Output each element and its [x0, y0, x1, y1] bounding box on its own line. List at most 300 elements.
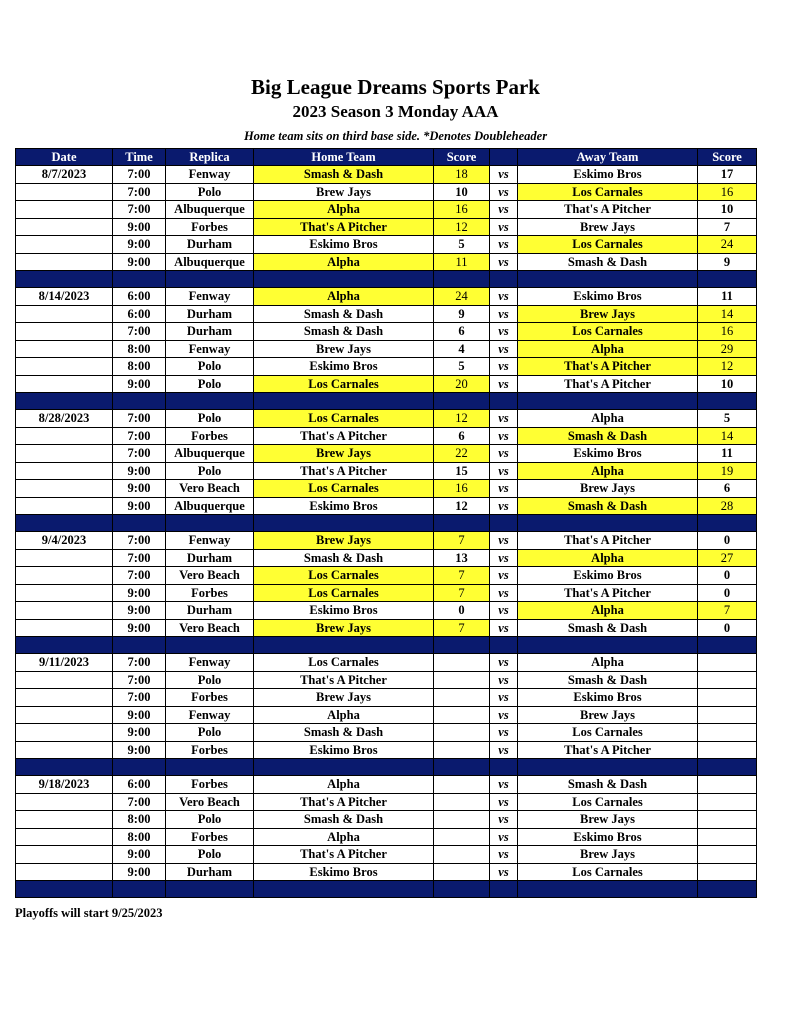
- week-separator: [16, 393, 757, 410]
- table-row: [16, 584, 757, 602]
- home-score-cell: 12: [434, 497, 490, 515]
- vs-cell: vs: [490, 549, 518, 567]
- table-row: [16, 776, 757, 794]
- away-team-cell: Los Carnales: [518, 724, 698, 742]
- header-row: [16, 149, 757, 166]
- away-team-cell: Los Carnales: [518, 183, 698, 201]
- away-team-cell: Eskimo Bros: [518, 166, 698, 184]
- column-header: Replica: [166, 149, 254, 166]
- separator-cell: [166, 881, 254, 898]
- table-row: [16, 846, 757, 864]
- home-score-cell: 12: [434, 218, 490, 236]
- away-score-cell: 11: [698, 445, 757, 463]
- vs-cell: vs: [490, 567, 518, 585]
- home-team-cell: Brew Jays: [254, 445, 434, 463]
- vs-cell: vs: [490, 305, 518, 323]
- separator-cell: [16, 637, 113, 654]
- vs-cell: vs: [490, 724, 518, 742]
- home-score-cell: [434, 671, 490, 689]
- date-cell: [16, 375, 113, 393]
- field-cell: Polo: [166, 846, 254, 864]
- home-score-cell: 16: [434, 201, 490, 219]
- date-cell: [16, 201, 113, 219]
- away-score-cell: 6: [698, 480, 757, 498]
- vs-cell: vs: [490, 532, 518, 550]
- field-cell: Fenway: [166, 340, 254, 358]
- away-score-cell: 9: [698, 253, 757, 271]
- vs-cell: vs: [490, 584, 518, 602]
- time-cell: 7:00: [113, 445, 166, 463]
- away-team-cell: Eskimo Bros: [518, 567, 698, 585]
- home-team-cell: That's A Pitcher: [254, 671, 434, 689]
- home-team-cell: Alpha: [254, 253, 434, 271]
- field-cell: Forbes: [166, 828, 254, 846]
- home-team-cell: Brew Jays: [254, 619, 434, 637]
- away-team-cell: That's A Pitcher: [518, 375, 698, 393]
- table-row: [16, 236, 757, 254]
- date-cell: [16, 253, 113, 271]
- table-row: [16, 532, 757, 550]
- vs-cell: vs: [490, 340, 518, 358]
- home-team-cell: Smash & Dash: [254, 166, 434, 184]
- date-cell: [16, 811, 113, 829]
- time-cell: 9:00: [113, 375, 166, 393]
- field-cell: Vero Beach: [166, 480, 254, 498]
- separator-cell: [698, 759, 757, 776]
- table-row: [16, 375, 757, 393]
- separator-cell: [698, 881, 757, 898]
- table-row: [16, 654, 757, 672]
- date-cell: [16, 706, 113, 724]
- home-team-cell: That's A Pitcher: [254, 427, 434, 445]
- table-row: [16, 183, 757, 201]
- away-team-cell: Alpha: [518, 340, 698, 358]
- field-cell: Polo: [166, 358, 254, 376]
- home-team-cell: Eskimo Bros: [254, 863, 434, 881]
- separator-cell: [113, 759, 166, 776]
- away-score-cell: 27: [698, 549, 757, 567]
- separator-cell: [16, 271, 113, 288]
- field-cell: Forbes: [166, 218, 254, 236]
- vs-cell: vs: [490, 846, 518, 864]
- home-score-cell: 9: [434, 305, 490, 323]
- date-cell: 9/11/2023: [16, 654, 113, 672]
- home-score-cell: [434, 846, 490, 864]
- vs-cell: vs: [490, 462, 518, 480]
- home-score-cell: 13: [434, 549, 490, 567]
- date-cell: 8/14/2023: [16, 288, 113, 306]
- separator-cell: [113, 393, 166, 410]
- table-row: [16, 340, 757, 358]
- away-score-cell: 14: [698, 427, 757, 445]
- vs-cell: vs: [490, 706, 518, 724]
- field-cell: Forbes: [166, 427, 254, 445]
- separator-cell: [518, 759, 698, 776]
- away-team-cell: Los Carnales: [518, 863, 698, 881]
- separator-cell: [254, 515, 434, 532]
- separator-cell: [698, 637, 757, 654]
- vs-cell: vs: [490, 793, 518, 811]
- separator-cell: [166, 759, 254, 776]
- separator-cell: [434, 637, 490, 654]
- home-score-cell: 22: [434, 445, 490, 463]
- separator-cell: [16, 881, 113, 898]
- separator-cell: [16, 515, 113, 532]
- table-row: [16, 288, 757, 306]
- home-score-cell: 5: [434, 236, 490, 254]
- table-row: [16, 358, 757, 376]
- field-cell: Durham: [166, 602, 254, 620]
- separator-cell: [698, 515, 757, 532]
- separator-cell: [698, 393, 757, 410]
- away-score-cell: 10: [698, 375, 757, 393]
- table-row: [16, 689, 757, 707]
- home-team-cell: Brew Jays: [254, 183, 434, 201]
- vs-cell: vs: [490, 218, 518, 236]
- table-row: [16, 549, 757, 567]
- date-cell: [16, 358, 113, 376]
- time-cell: 7:00: [113, 201, 166, 219]
- separator-cell: [113, 881, 166, 898]
- home-score-cell: 10: [434, 183, 490, 201]
- home-score-cell: 18: [434, 166, 490, 184]
- home-score-cell: 20: [434, 375, 490, 393]
- away-score-cell: 12: [698, 358, 757, 376]
- away-score-cell: 0: [698, 619, 757, 637]
- away-team-cell: Smash & Dash: [518, 427, 698, 445]
- home-team-cell: Los Carnales: [254, 567, 434, 585]
- separator-cell: [490, 881, 518, 898]
- away-score-cell: 10: [698, 201, 757, 219]
- field-cell: Fenway: [166, 706, 254, 724]
- column-header: Time: [113, 149, 166, 166]
- field-cell: Fenway: [166, 654, 254, 672]
- away-score-cell: [698, 863, 757, 881]
- away-score-cell: 7: [698, 218, 757, 236]
- schedule-body: [16, 166, 757, 898]
- date-cell: [16, 724, 113, 742]
- table-row: [16, 427, 757, 445]
- separator-cell: [16, 393, 113, 410]
- time-cell: 6:00: [113, 776, 166, 794]
- away-score-cell: 16: [698, 183, 757, 201]
- vs-cell: vs: [490, 654, 518, 672]
- page-subtitle: 2023 Season 3 Monday AAA: [292, 102, 499, 121]
- vs-cell: vs: [490, 689, 518, 707]
- field-cell: Durham: [166, 549, 254, 567]
- time-cell: 7:00: [113, 654, 166, 672]
- field-cell: Vero Beach: [166, 793, 254, 811]
- field-cell: Forbes: [166, 776, 254, 794]
- time-cell: 9:00: [113, 584, 166, 602]
- separator-cell: [434, 271, 490, 288]
- away-team-cell: Eskimo Bros: [518, 445, 698, 463]
- table-row: [16, 811, 757, 829]
- field-cell: Polo: [166, 724, 254, 742]
- field-cell: Vero Beach: [166, 567, 254, 585]
- time-cell: 9:00: [113, 462, 166, 480]
- table-row: [16, 706, 757, 724]
- field-cell: Durham: [166, 305, 254, 323]
- table-row: [16, 166, 757, 184]
- time-cell: 7:00: [113, 166, 166, 184]
- home-team-cell: Los Carnales: [254, 410, 434, 428]
- time-cell: 9:00: [113, 741, 166, 759]
- away-team-cell: Alpha: [518, 654, 698, 672]
- table-row: [16, 724, 757, 742]
- home-score-cell: [434, 654, 490, 672]
- vs-cell: vs: [490, 445, 518, 463]
- separator-cell: [166, 637, 254, 654]
- week-separator: [16, 271, 757, 288]
- home-score-cell: [434, 689, 490, 707]
- away-team-cell: Eskimo Bros: [518, 828, 698, 846]
- field-cell: Albuquerque: [166, 445, 254, 463]
- home-score-cell: [434, 828, 490, 846]
- field-cell: Polo: [166, 183, 254, 201]
- column-header: Score: [698, 149, 757, 166]
- home-score-cell: 12: [434, 410, 490, 428]
- away-score-cell: 11: [698, 288, 757, 306]
- time-cell: 9:00: [113, 602, 166, 620]
- separator-cell: [254, 271, 434, 288]
- separator-cell: [490, 637, 518, 654]
- date-cell: [16, 793, 113, 811]
- vs-cell: vs: [490, 602, 518, 620]
- field-cell: Albuquerque: [166, 201, 254, 219]
- column-header: Home Team: [254, 149, 434, 166]
- separator-cell: [490, 393, 518, 410]
- home-team-cell: Brew Jays: [254, 340, 434, 358]
- column-header: Away Team: [518, 149, 698, 166]
- separator-cell: [113, 637, 166, 654]
- vs-cell: vs: [490, 811, 518, 829]
- home-team-cell: Brew Jays: [254, 532, 434, 550]
- away-score-cell: [698, 811, 757, 829]
- time-cell: 7:00: [113, 689, 166, 707]
- separator-cell: [254, 881, 434, 898]
- date-cell: [16, 236, 113, 254]
- home-team-cell: Alpha: [254, 288, 434, 306]
- home-team-cell: Los Carnales: [254, 480, 434, 498]
- vs-cell: vs: [490, 480, 518, 498]
- home-score-cell: [434, 863, 490, 881]
- separator-cell: [254, 759, 434, 776]
- date-cell: [16, 584, 113, 602]
- separator-cell: [490, 271, 518, 288]
- vs-cell: vs: [490, 741, 518, 759]
- date-cell: [16, 323, 113, 341]
- vs-cell: vs: [490, 288, 518, 306]
- away-score-cell: [698, 776, 757, 794]
- separator-cell: [518, 515, 698, 532]
- week-separator: [16, 759, 757, 776]
- time-cell: 6:00: [113, 305, 166, 323]
- home-score-cell: 7: [434, 584, 490, 602]
- time-cell: 9:00: [113, 619, 166, 637]
- time-cell: 9:00: [113, 863, 166, 881]
- separator-cell: [434, 393, 490, 410]
- time-cell: 7:00: [113, 549, 166, 567]
- home-score-cell: 5: [434, 358, 490, 376]
- vs-cell: vs: [490, 166, 518, 184]
- table-row: [16, 201, 757, 219]
- vs-cell: vs: [490, 410, 518, 428]
- vs-cell: vs: [490, 236, 518, 254]
- away-team-cell: Alpha: [518, 549, 698, 567]
- home-score-cell: [434, 724, 490, 742]
- away-team-cell: That's A Pitcher: [518, 201, 698, 219]
- away-team-cell: That's A Pitcher: [518, 741, 698, 759]
- home-team-cell: Smash & Dash: [254, 724, 434, 742]
- home-team-cell: That's A Pitcher: [254, 218, 434, 236]
- date-cell: [16, 549, 113, 567]
- vs-cell: vs: [490, 323, 518, 341]
- away-team-cell: That's A Pitcher: [518, 532, 698, 550]
- separator-cell: [113, 515, 166, 532]
- home-team-cell: Eskimo Bros: [254, 497, 434, 515]
- time-cell: 9:00: [113, 218, 166, 236]
- table-row: [16, 323, 757, 341]
- table-row: [16, 602, 757, 620]
- separator-cell: [490, 515, 518, 532]
- date-cell: [16, 340, 113, 358]
- home-team-cell: Smash & Dash: [254, 305, 434, 323]
- vs-cell: vs: [490, 201, 518, 219]
- away-team-cell: Alpha: [518, 602, 698, 620]
- page-note: Home team sits on third base side. *Denotes Doubleheader: [243, 129, 548, 143]
- date-cell: [16, 741, 113, 759]
- away-team-cell: Brew Jays: [518, 218, 698, 236]
- vs-cell: vs: [490, 619, 518, 637]
- away-score-cell: 0: [698, 532, 757, 550]
- away-team-cell: Smash & Dash: [518, 619, 698, 637]
- away-score-cell: 0: [698, 567, 757, 585]
- date-cell: [16, 671, 113, 689]
- date-cell: [16, 828, 113, 846]
- field-cell: Polo: [166, 671, 254, 689]
- table-row: [16, 480, 757, 498]
- date-cell: [16, 462, 113, 480]
- time-cell: 9:00: [113, 724, 166, 742]
- away-team-cell: Smash & Dash: [518, 497, 698, 515]
- field-cell: Polo: [166, 410, 254, 428]
- separator-cell: [113, 271, 166, 288]
- away-team-cell: Alpha: [518, 410, 698, 428]
- date-cell: [16, 305, 113, 323]
- home-score-cell: 6: [434, 323, 490, 341]
- home-team-cell: Alpha: [254, 828, 434, 846]
- home-team-cell: Smash & Dash: [254, 549, 434, 567]
- time-cell: 7:00: [113, 183, 166, 201]
- table-row: [16, 793, 757, 811]
- separator-cell: [254, 637, 434, 654]
- separator-cell: [490, 759, 518, 776]
- away-team-cell: Brew Jays: [518, 305, 698, 323]
- away-team-cell: Smash & Dash: [518, 253, 698, 271]
- column-header: Date: [16, 149, 113, 166]
- home-score-cell: 11: [434, 253, 490, 271]
- field-cell: Polo: [166, 375, 254, 393]
- home-team-cell: That's A Pitcher: [254, 846, 434, 864]
- week-separator: [16, 881, 757, 898]
- vs-cell: vs: [490, 497, 518, 515]
- time-cell: 8:00: [113, 340, 166, 358]
- table-row: [16, 410, 757, 428]
- table-row: [16, 497, 757, 515]
- column-header: Score: [434, 149, 490, 166]
- home-score-cell: [434, 706, 490, 724]
- time-cell: 9:00: [113, 706, 166, 724]
- home-score-cell: [434, 793, 490, 811]
- field-cell: Durham: [166, 323, 254, 341]
- field-cell: Forbes: [166, 689, 254, 707]
- home-team-cell: Eskimo Bros: [254, 236, 434, 254]
- away-score-cell: 28: [698, 497, 757, 515]
- away-team-cell: Brew Jays: [518, 706, 698, 724]
- field-cell: Forbes: [166, 741, 254, 759]
- vs-cell: vs: [490, 253, 518, 271]
- away-score-cell: 5: [698, 410, 757, 428]
- separator-cell: [434, 759, 490, 776]
- time-cell: 9:00: [113, 236, 166, 254]
- time-cell: 7:00: [113, 323, 166, 341]
- field-cell: Durham: [166, 863, 254, 881]
- table-row: [16, 305, 757, 323]
- separator-cell: [166, 515, 254, 532]
- home-team-cell: Eskimo Bros: [254, 602, 434, 620]
- away-team-cell: Brew Jays: [518, 480, 698, 498]
- schedule-table: [15, 148, 757, 898]
- home-score-cell: 0: [434, 602, 490, 620]
- date-cell: [16, 183, 113, 201]
- away-score-cell: 0: [698, 584, 757, 602]
- separator-cell: [166, 393, 254, 410]
- table-row: [16, 619, 757, 637]
- date-cell: [16, 846, 113, 864]
- field-cell: Fenway: [166, 288, 254, 306]
- away-team-cell: Los Carnales: [518, 793, 698, 811]
- home-team-cell: Los Carnales: [254, 654, 434, 672]
- date-cell: [16, 480, 113, 498]
- away-team-cell: Brew Jays: [518, 811, 698, 829]
- away-score-cell: [698, 724, 757, 742]
- home-score-cell: 7: [434, 619, 490, 637]
- away-score-cell: 17: [698, 166, 757, 184]
- vs-cell: vs: [490, 427, 518, 445]
- home-team-cell: Brew Jays: [254, 689, 434, 707]
- separator-cell: [254, 393, 434, 410]
- away-score-cell: [698, 846, 757, 864]
- field-cell: Vero Beach: [166, 619, 254, 637]
- vs-cell: vs: [490, 358, 518, 376]
- vs-cell: vs: [490, 776, 518, 794]
- away-team-cell: Los Carnales: [518, 236, 698, 254]
- home-team-cell: Alpha: [254, 201, 434, 219]
- table-row: [16, 863, 757, 881]
- week-separator: [16, 515, 757, 532]
- table-row: [16, 218, 757, 236]
- playoffs-note: Playoffs will start 9/25/2023: [15, 906, 163, 920]
- home-score-cell: [434, 741, 490, 759]
- home-score-cell: 7: [434, 567, 490, 585]
- date-cell: [16, 497, 113, 515]
- separator-cell: [518, 881, 698, 898]
- away-score-cell: 24: [698, 236, 757, 254]
- time-cell: 9:00: [113, 497, 166, 515]
- time-cell: 6:00: [113, 288, 166, 306]
- time-cell: 7:00: [113, 427, 166, 445]
